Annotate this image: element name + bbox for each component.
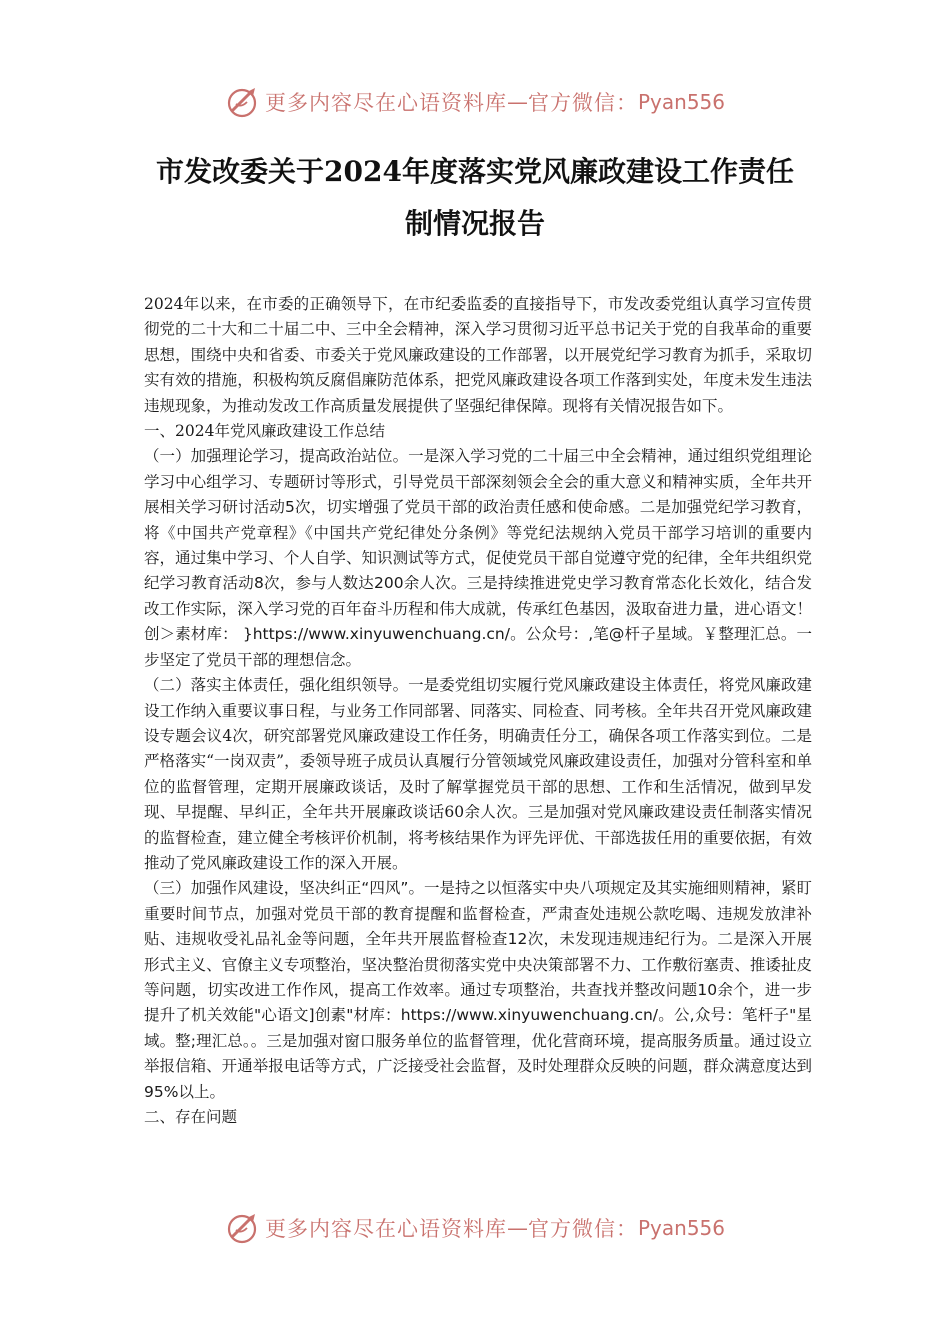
subsection-3-paragraph: （三）加强作风建设，坚决纠正“四风”。一是持之以恒落实中央八项规定及其实施细则精神，紧盯重要时间节点，加强对党员干部的教育提醒和监督检查，严肃查处违规公款吃喝、违规发放津补贴、违规收受礼品礼金等问题，全年共开展监督检查12次，未发现违规违纪行为。二是深入开展形式主义、官僚主义专项整治，坚决整治贯彻落实党中央决策部署不力、工作敷衍塞责、推诿扯皮等问题，切实改进工作作风，提高工作效率。通过专项整治，共查找并整改问题10余个，进一步提升了机关效能"心语文]创素"材库：https://www.xinyuwenchuang.cn/。公,众号：笔杆子"星域。整;理汇总。。三是加强对窗口服务单位的监督管理，优化营商环境，提高服务质量。通过设立举报信箱、开通举报电话等方式，广泛接受社会监督，及时处理群众反映的问题，群众满意度达到95%以上。 bbox=[144, 879, 812, 1101]
banner-wechat-id: Pyan556 bbox=[637, 90, 725, 114]
banner-separator: — bbox=[506, 90, 528, 114]
banner-separator: — bbox=[506, 1216, 528, 1240]
document-title-line-2: 制情况报告 bbox=[404, 207, 545, 240]
header-banner bbox=[0, 82, 950, 122]
brush-logo-icon bbox=[225, 84, 261, 120]
section-heading-1: 一、2024年党风廉政建设工作总结 bbox=[144, 422, 385, 441]
banner-wechat-label: 官方微信： bbox=[527, 91, 638, 115]
footer-banner bbox=[0, 1208, 950, 1248]
subsection-1-paragraph: （一）加强理论学习，提高政治站位。一是深入学习党的二十届三中全会精神，通过组织党组理论学习中心组学习、专题研讨等形式，引导党员干部深刻领会全会的重大意义和精神实质，全年共开展相关学习研讨活动5次，切实增强了党员干部的政治责任感和使命感。二是加强党纪学习教育，将《中国共产党章程》《中国共产党纪律处分条例》等党纪法规纳入党员干部学习培训的重要内容，通过集中学习、个人自学、知识测试等方式，促使党员干部自觉遵守党的纪律，全年共组织党纪学习教育活动8次，参与人数达200余人次。三是持续推进党史学习教育常态化长效化，结合发改工作实际，深入学习党的百年奋斗历程和伟大成就，传承红色基因，汲取奋进力量，进心语文！创＞素材库： }https://www.xinyuwenchuang.cn/。公众号：,笔@杆子星域。￥整理汇总。一步坚定了党员干部的理想信念。 bbox=[144, 447, 812, 669]
banner-wechat-id: Pyan556 bbox=[637, 1216, 725, 1240]
document-body bbox=[144, 292, 812, 1130]
brush-logo-icon bbox=[225, 1210, 261, 1246]
banner-main-text: 更多内容尽在心语资料库 bbox=[264, 91, 507, 115]
document-title-line-1: 市发改委关于2024年度落实党风廉政建设工作责任 bbox=[156, 155, 794, 188]
section-heading-2: 二、存在问题 bbox=[144, 1108, 238, 1126]
intro-paragraph: 2024年以来，在市委的正确领导下，在市纪委监委的直接指导下，市发改委党组认真学习宣传贯彻党的二十大和二十届二中、三中全会精神，深入学习贯彻习近平总书记关于党的自我革命的重要思想，围绕中央和省委、市委关于党风廉政建设的工作部署，以开展党纪学习教育为抓手，采取切实有效的措施，积极构筑反腐倡廉防范体系，把党风廉政建设各项工作落到实处，年度未发生违法违规现象，为推动发改工作高质量发展提供了坚强纪律保障。现将有关情况报告如下。 bbox=[144, 295, 812, 415]
banner-main-text: 更多内容尽在心语资料库 bbox=[264, 1217, 507, 1241]
subsection-2-paragraph: （二）落实主体责任，强化组织领导。一是委党组切实履行党风廉政建设主体责任，将党风廉政建设工作纳入重要议事日程，与业务工作同部署、同落实、同检查、同考核。全年共召开党风廉政建设专题会议4次，研究部署党风廉政建设工作任务，明确责任分工，确保各项工作落实到位。二是严格落实“一岗双责”，委领导班子成员认真履行分管领域党风廉政建设责任，加强对分管科室和单位的监督管理，定期开展廉政谈话，及时了解掌握党员干部的思想、工作和生活情况，做到早发现、早提醒、早纠正，全年共开展廉政谈话60余人次。三是加强对党风廉政建设责任制落实情况的监督检查，建立健全考核评价机制，将考核结果作为评先评优、干部选拔任用的重要依据，有效推动了党风廉政建设工作的深入开展。 bbox=[144, 676, 812, 872]
banner-wechat-label: 官方微信： bbox=[527, 1217, 638, 1241]
